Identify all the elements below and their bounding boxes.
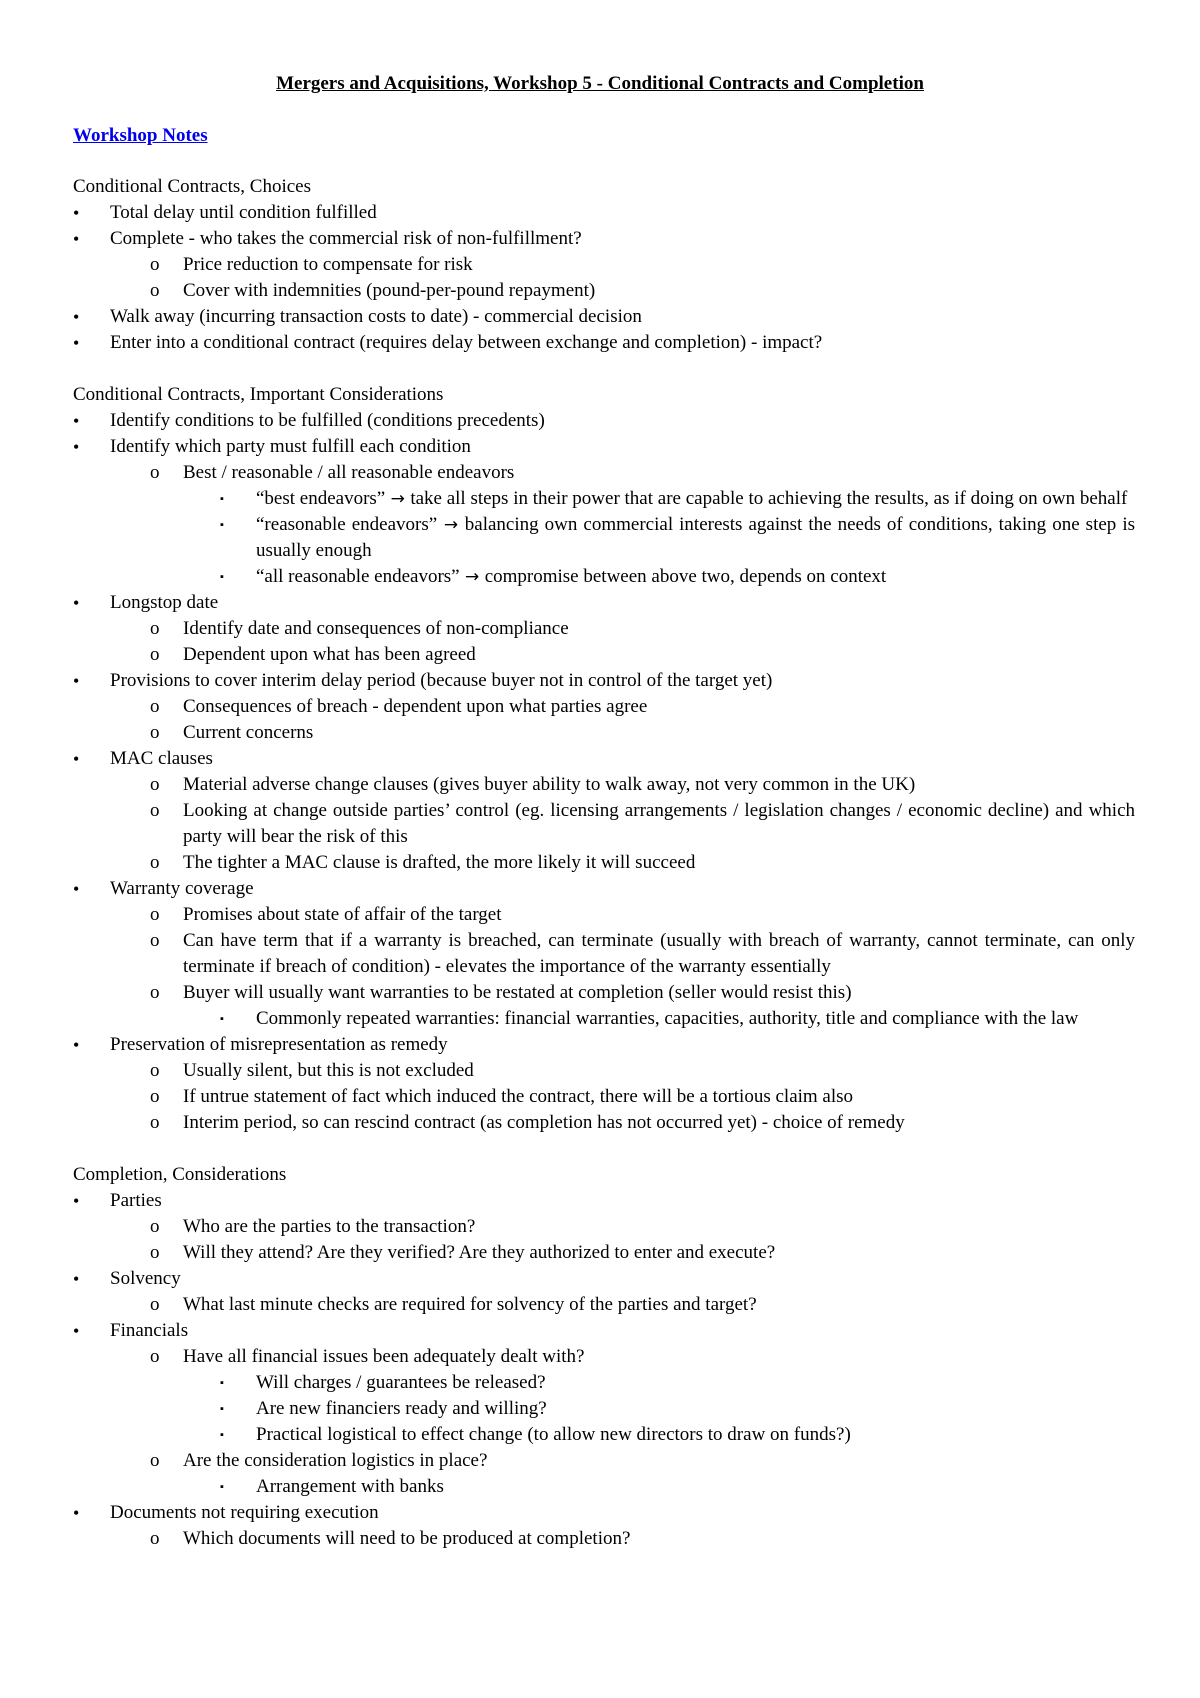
- bullet-item-level-1: [73, 668, 1135, 694]
- bullet-item-level-1: [73, 1318, 1135, 1344]
- bullet-item-level-3: [73, 1006, 1135, 1032]
- bullet-text: Price reduction to compensate for risk: [183, 254, 473, 275]
- bullet-item-level-2: [73, 1058, 1135, 1084]
- bullet-text: Buyer will usually want warranties to be restated at completion (seller would resist this): [183, 982, 852, 1003]
- bullet-item-level-2: [73, 798, 1135, 850]
- bullet-marker: ▪: [220, 1403, 224, 1415]
- bullet-marker: o: [150, 904, 160, 925]
- bullet-text: Who are the parties to the transaction?: [183, 1216, 476, 1237]
- bullet-marker: o: [150, 462, 160, 483]
- document-body: [73, 174, 1135, 1552]
- bullet-text: Will they attend? Are they verified? Are they authorized to enter and execute?: [183, 1242, 776, 1263]
- bullet-marker: •: [73, 203, 80, 223]
- bullet-item-level-2: [73, 1084, 1135, 1110]
- bullet-marker: •: [73, 1035, 80, 1055]
- bullet-marker: o: [150, 930, 160, 951]
- bullet-item-level-1: [73, 304, 1135, 330]
- bullet-item-level-2: [73, 1526, 1135, 1552]
- bullet-text: MAC clauses: [110, 748, 213, 769]
- bullet-marker: o: [150, 1294, 160, 1315]
- bullet-marker: o: [150, 1086, 160, 1107]
- bullet-text: Commonly repeated warranties: financial warranties, capacities, authority, title and compliance with the law: [256, 1008, 1079, 1029]
- bullet-marker: o: [150, 280, 160, 301]
- bullet-item-level-2: [73, 278, 1135, 304]
- bullet-text: Are the consideration logistics in place?: [183, 1450, 488, 1471]
- bullet-item-level-3: [73, 486, 1135, 512]
- bullet-text: balancing own commercial interests against the needs of conditions, taking one step is usually enough: [256, 514, 1135, 561]
- bullet-item-level-2: [73, 1240, 1135, 1266]
- bullet-item-level-1: [73, 590, 1135, 616]
- bullet-text: Parties: [110, 1190, 162, 1211]
- bullet-marker: •: [73, 307, 80, 327]
- bullet-marker: ▪: [220, 1377, 224, 1389]
- bullet-marker: o: [150, 852, 160, 873]
- bullet-text: Complete - who takes the commercial risk of non-fulfillment?: [110, 228, 582, 249]
- bullet-text: Enter into a conditional contract (requires delay between exchange and completion) - impact?: [110, 332, 823, 353]
- bullet-marker: o: [150, 982, 160, 1003]
- bullet-text: Longstop date: [110, 592, 219, 613]
- bullet-text: The tighter a MAC clause is drafted, the more likely it will succeed: [183, 852, 696, 873]
- bullet-text: Preservation of misrepresentation as remedy: [110, 1034, 448, 1055]
- bullet-text: Best / reasonable / all reasonable endeavors: [183, 462, 515, 483]
- bullet-text: If untrue statement of fact which induced the contract, there will be a tortious claim also: [183, 1086, 854, 1107]
- bullet-text: Material adverse change clauses (gives buyer ability to walk away, not very common in the UK): [183, 774, 916, 795]
- bullet-item-level-2: [73, 1214, 1135, 1240]
- arrow-right-icon: →: [385, 489, 411, 509]
- bullet-text: Total delay until condition fulfilled: [110, 202, 377, 223]
- bullet-marker: o: [150, 1346, 160, 1367]
- bullet-item-level-2: [73, 720, 1135, 746]
- bullet-text: Will charges / guarantees be released?: [256, 1372, 546, 1393]
- bullet-item-level-2: [73, 694, 1135, 720]
- bullet-marker: ▪: [220, 519, 224, 531]
- bullet-item-level-2: [73, 1292, 1135, 1318]
- bullet-item-level-3: [73, 512, 1135, 564]
- bullet-marker: o: [150, 1242, 160, 1263]
- section: [73, 174, 1135, 356]
- bullet-text: Walk away (incurring transaction costs to date) - commercial decision: [110, 306, 642, 327]
- bullet-marker: o: [150, 1528, 160, 1549]
- bullet-marker: o: [150, 696, 160, 717]
- bullet-text: Financials: [110, 1320, 189, 1341]
- bullet-text: Promises about state of affair of the target: [183, 904, 502, 925]
- section: [73, 1162, 1135, 1552]
- bullet-item-level-1: [73, 434, 1135, 460]
- bullet-item-level-3: [73, 1422, 1135, 1448]
- bullet-item-level-1: [73, 200, 1135, 226]
- bullet-item-level-1: [73, 1032, 1135, 1058]
- bullet-marker: ▪: [220, 571, 224, 583]
- bullet-marker: •: [73, 1321, 80, 1341]
- bullet-text: Have all financial issues been adequately dealt with?: [183, 1346, 585, 1367]
- bullet-marker: •: [73, 411, 80, 431]
- bullet-item-level-2: [73, 980, 1135, 1006]
- bullet-item-level-3: [73, 1474, 1135, 1500]
- bullet-marker: o: [150, 644, 160, 665]
- bullet-marker: o: [150, 800, 160, 821]
- bullet-item-level-2: [73, 1344, 1135, 1370]
- bullet-marker: ▪: [220, 493, 224, 505]
- bullet-item-level-1: [73, 1266, 1135, 1292]
- document-title: Mergers and Acquisitions, Workshop 5 - Conditional Contracts and Completion: [276, 73, 924, 94]
- bullet-item-level-2: [73, 902, 1135, 928]
- bullet-marker: •: [73, 437, 80, 457]
- bullet-marker: •: [73, 1191, 80, 1211]
- endeavor-term: “all reasonable endeavors”: [256, 566, 460, 587]
- bullet-item-level-2: [73, 460, 1135, 486]
- bullet-marker: o: [150, 1060, 160, 1081]
- bullet-marker: •: [73, 1269, 80, 1289]
- bullet-item-level-1: [73, 408, 1135, 434]
- bullet-text: Which documents will need to be produced at completion?: [183, 1528, 631, 1549]
- bullet-text: Looking at change outside parties’ control (eg. licensing arrangements / legislation changes / economic decline) and which party will bear the risk of this: [183, 800, 1135, 847]
- bullet-text: What last minute checks are required for solvency of the parties and target?: [183, 1294, 757, 1315]
- bullet-marker: o: [150, 1112, 160, 1133]
- bullet-item-level-1: [73, 746, 1135, 772]
- bullet-item-level-2: [73, 772, 1135, 798]
- bullet-marker: ▪: [220, 1429, 224, 1441]
- arrow-right-icon: →: [437, 515, 465, 535]
- section: [73, 382, 1135, 1136]
- bullet-text: Can have term that if a warranty is breached, can terminate (usually with breach of warranty, cannot terminate, can only terminate if breach of condition) - elevates the importance of the warranty essentially: [183, 930, 1135, 977]
- bullet-marker: •: [73, 879, 80, 899]
- bullet-marker: o: [150, 618, 160, 639]
- bullet-text: Interim period, so can rescind contract (as completion has not occurred yet) - choice of remedy: [183, 1112, 905, 1133]
- bullet-item-level-2: [73, 252, 1135, 278]
- bullet-item-level-3: [73, 1396, 1135, 1422]
- bullet-item-level-1: [73, 876, 1135, 902]
- endeavor-term: “best endeavors”: [256, 488, 386, 509]
- bullet-text: Are new financiers ready and willing?: [256, 1398, 547, 1419]
- bullet-marker: •: [73, 593, 80, 613]
- bullet-item-level-1: [73, 1188, 1135, 1214]
- bullet-item-level-3: [73, 1370, 1135, 1396]
- bullet-text: compromise between above two, depends on context: [484, 566, 887, 587]
- endeavor-term: “reasonable endeavors”: [256, 514, 438, 535]
- bullet-text: Provisions to cover interim delay period (because buyer not in control of the target yet): [110, 670, 773, 691]
- bullet-text: Dependent upon what has been agreed: [183, 644, 476, 665]
- bullet-item-level-2: [73, 928, 1135, 980]
- bullet-marker: o: [150, 1450, 160, 1471]
- bullet-text: Consequences of breach - dependent upon what parties agree: [183, 696, 648, 717]
- bullet-marker: o: [150, 722, 160, 743]
- section-heading: Conditional Contracts, Choices: [73, 176, 312, 197]
- bullet-marker: •: [73, 229, 80, 249]
- bullet-text: Identify date and consequences of non-compliance: [183, 618, 569, 639]
- section-heading: Completion, Considerations: [73, 1164, 287, 1185]
- bullet-marker: o: [150, 254, 160, 275]
- bullet-text: Cover with indemnities (pound-per-pound repayment): [183, 280, 596, 301]
- bullet-marker: •: [73, 749, 80, 769]
- arrow-right-icon: →: [459, 567, 485, 587]
- bullet-item-level-2: [73, 1110, 1135, 1136]
- bullet-text: Current concerns: [183, 722, 314, 743]
- bullet-item-level-2: [73, 1448, 1135, 1474]
- bullet-text: Documents not requiring execution: [110, 1502, 379, 1523]
- bullet-marker: o: [150, 774, 160, 795]
- bullet-text: Usually silent, but this is not excluded: [183, 1060, 474, 1081]
- bullet-text: Practical logistical to effect change (to allow new directors to draw on funds?): [256, 1424, 851, 1445]
- section-heading: Conditional Contracts, Important Considerations: [73, 384, 444, 405]
- bullet-item-level-2: [73, 850, 1135, 876]
- workshop-notes-link[interactable]: Workshop Notes: [73, 125, 208, 146]
- bullet-text: Warranty coverage: [110, 878, 254, 899]
- bullet-text: take all steps in their power that are capable to achieving the results, as if doing on own behalf: [410, 488, 1128, 509]
- bullet-item-level-1: [73, 330, 1135, 356]
- bullet-marker: o: [150, 1216, 160, 1237]
- bullet-text: Identify conditions to be fulfilled (conditions precedents): [110, 410, 545, 431]
- bullet-item-level-3: [73, 564, 1135, 590]
- bullet-text: Identify which party must fulfill each condition: [110, 436, 471, 457]
- bullet-item-level-1: [73, 226, 1135, 252]
- bullet-marker: •: [73, 671, 80, 691]
- bullet-marker: ▪: [220, 1481, 224, 1493]
- bullet-marker: •: [73, 333, 80, 353]
- bullet-marker: •: [73, 1503, 80, 1523]
- bullet-text: Solvency: [110, 1268, 181, 1289]
- bullet-item-level-2: [73, 616, 1135, 642]
- bullet-marker: ▪: [220, 1013, 224, 1025]
- bullet-item-level-2: [73, 642, 1135, 668]
- bullet-text: Arrangement with banks: [256, 1476, 444, 1497]
- bullet-item-level-1: [73, 1500, 1135, 1526]
